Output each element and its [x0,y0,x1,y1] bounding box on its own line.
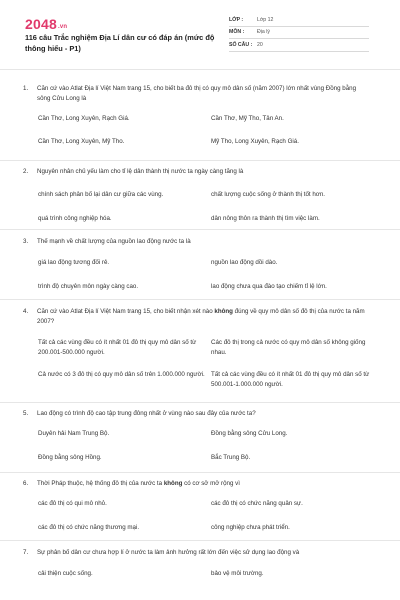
question-1 [0,78,400,161]
answer-option-d[interactable]: công nghiệp chưa phát triển. [211,523,290,531]
question-text-start: Căn cứ vào Atlat Địa lí Việt Nam trang 15, cho biết nhận xét nào [37,308,215,315]
question-number: 3. [23,238,29,245]
answer-option-b[interactable]: bảo vệ môi trường. [211,570,264,577]
meta-row-subject [229,27,369,40]
answer-option-d[interactable]: Bắc Trung Bộ. [211,453,251,461]
answer-option-b[interactable]: chất lượng cuộc sống ở thành thị tốt hơn. [211,191,326,198]
meta-label: SỐ CÂU : [229,41,253,48]
answer-option-b[interactable]: các đô thị có chức năng quân sự. [211,500,303,507]
header-divider [0,69,400,70]
site-logo[interactable] [25,16,67,32]
answer-options [0,569,400,579]
answer-option-c[interactable]: Cần Thơ, Long Xuyên, Mỹ Tho. [38,137,125,145]
meta-label: MÔN : [229,29,245,36]
answer-options [0,190,400,223]
question-stem [0,78,400,104]
question-stem [0,300,400,327]
question-3 [0,230,400,300]
question-text: Sự phân bố dân cư chưa hợp lí ở nước ta làm ảnh hưởng rất lớn đến việc sử dụng lao động và [37,549,300,556]
question-text [37,479,368,489]
question-text: Nguyên nhân chủ yếu làm cho tỉ lệ dân thành thị nước ta ngày càng tăng là [37,168,244,175]
answer-option-b[interactable]: Các đô thị trong cả nước có quy mô dân số không giống nhau. [211,339,366,356]
answer-option-a[interactable]: chính sách phân bố lại dân cư giữa các vùng. [38,191,164,198]
answer-option-a[interactable]: cải thiện cuộc sống. [38,570,93,577]
answer-options [0,429,400,462]
answer-option-c[interactable]: quá trình công nghiệp hóa. [38,214,112,222]
question-4 [0,300,400,403]
answer-option-c[interactable]: Đồng bằng sông Hồng. [38,453,102,461]
meta-value: 20 [257,41,263,48]
question-7 [0,541,400,600]
answer-options [0,258,400,291]
meta-value: Địa lý [257,29,270,36]
logo-text: 2048 [25,16,57,32]
question-2 [0,161,400,230]
meta-row-class [229,14,369,27]
meta-value: Lớp 12 [257,16,274,23]
question-number: 7. [23,549,29,556]
answer-option-a[interactable]: giá lao động tương đối rẻ. [38,259,110,266]
question-number: 6. [23,480,29,487]
question-list [0,78,400,600]
question-text-end: đúng về quy mô dân số đô thị của nước ta năm 2007? [37,308,365,325]
answer-option-d[interactable]: lao động chưa qua đào tạo chiếm tỉ lệ lớn. [211,282,327,290]
logo-suffix: .vn [57,24,68,30]
meta-label: LỚP : [229,16,244,23]
answer-option-b[interactable]: Đồng bằng sông Cửu Long. [211,430,288,437]
answer-option-d[interactable]: Mỹ Tho, Long Xuyên, Rạch Giá. [211,137,299,145]
question-number: 4. [23,308,29,315]
answer-option-b[interactable]: Cần Thơ, Mỹ Tho, Tân An. [211,115,284,122]
question-text-start: Thời Pháp thuộc, hệ thống đô thị của nước ta [37,480,164,487]
answer-options [0,114,400,146]
question-stem [0,541,400,558]
question-number: 2. [23,168,29,175]
question-stem [0,161,400,177]
answer-option-c[interactable]: các đô thị có chức năng thương mại. [38,523,140,531]
question-5 [0,403,400,473]
question-number: 5. [23,410,29,417]
document-title: 116 câu Trắc nghiệm Địa Lí dân cư có đáp án (mức độ thông hiểu - P1) [25,33,215,53]
question-text: Căn cứ vào Atlat Địa lí Việt Nam trang 15, cho biết ba đô thị có quy mô dân số (năm 2007) lớn nhất vùng Đồng bằng sông Cửu Long là [37,85,357,102]
question-number: 1. [23,85,29,92]
answer-option-b[interactable]: nguồn lao động dồi dào. [211,259,278,266]
question-stem [0,473,400,489]
question-6 [0,473,400,541]
question-text-end: có cơ sở mở rộng vì [182,480,240,487]
answer-options [0,499,400,532]
question-text [37,307,368,327]
answer-option-c[interactable]: trình độ chuyên môn ngày càng cao. [38,282,139,290]
answer-option-a[interactable]: Cần Thơ, Long Xuyên, Rạch Giá. [38,115,130,122]
answer-option-c[interactable]: Cả nước có 3 đô thị có quy mô dân số trên 1.000.000 người. [38,371,205,378]
answer-option-d[interactable]: Tất cả các vùng đều có ít nhất 01 đô thị quy mô dân số từ 500.001-1.000.000 người. [211,371,370,388]
meta-table [229,14,369,52]
answer-option-a[interactable]: Duyên hải Nam Trung Bộ. [38,430,110,437]
question-stem [0,403,400,419]
answer-options [0,338,400,389]
question-stem [0,230,400,247]
answer-option-a[interactable]: Tất cả các vùng đều có ít nhất 01 đô thị quy mô dân số từ 200.001-500.000 người. [38,339,197,356]
question-text-emphasis: không [214,308,233,315]
question-text: Thế mạnh về chất lượng của nguồn lao động nước ta là [37,238,191,245]
question-text: Lao động có trình độ cao tập trung đông nhất ở vùng nào sau đây của nước ta? [37,410,256,417]
header [0,0,400,72]
meta-row-count [229,39,369,52]
answer-option-d[interactable]: dân nông thôn ra thành thị tìm việc làm. [211,214,320,222]
answer-option-a[interactable]: các đô thị có qui mô nhỏ. [38,500,107,507]
question-text-emphasis: không [163,480,183,487]
